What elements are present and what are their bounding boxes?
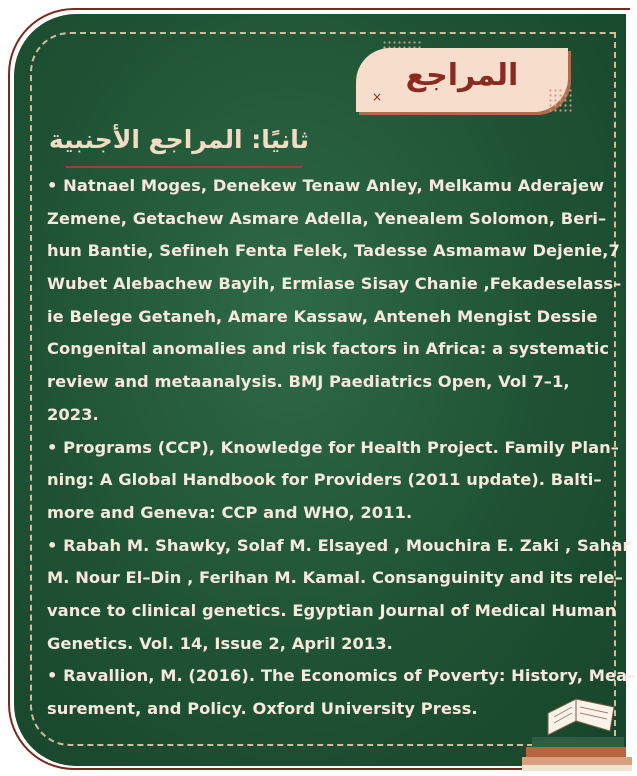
reference-line: Congenital anomalies and risk factors in Africa: a systematic bbox=[47, 339, 610, 359]
reference-line: ning: A Global Handbook for Providers (2011 update). Balti– bbox=[47, 470, 602, 490]
heading-underline bbox=[66, 166, 302, 168]
reference-line: surement, and Policy. Oxford University Press. bbox=[47, 699, 478, 718]
reference-line: Zemene, Getachew Asmare Adella, Yenealem Solomon, Beri– bbox=[47, 208, 607, 228]
reference-item bbox=[47, 530, 631, 661]
reference-line: hun Bantie, Sefineh Fenta Felek, Tadesse Asmamaw Dejenie,7 bbox=[47, 241, 620, 261]
reference-line: 2023. bbox=[47, 404, 99, 424]
open-book-icon bbox=[518, 685, 636, 775]
reference-line: • Rabah M. Shawky, Solaf M. Elsayed , Mouchira E. Zaki , Sahar bbox=[47, 535, 631, 555]
reference-line: Genetics. Vol. 14, Issue 2, April 2013. bbox=[47, 633, 393, 653]
dot-pattern-decoration bbox=[548, 88, 574, 114]
section-heading: ثانيًا: المراجع الأجنبية bbox=[48, 125, 309, 154]
title-tag bbox=[356, 48, 568, 112]
reference-line: Wubet Alebachew Bayih, Ermiase Sisay Chanie ,Fekadeselass– bbox=[47, 274, 622, 294]
reference-line: • Programs (CCP), Knowledge for Health Project. Family Plan– bbox=[47, 437, 619, 457]
page-title: المراجع bbox=[405, 58, 519, 93]
reference-item bbox=[47, 432, 619, 530]
reference-list bbox=[47, 170, 636, 726]
reference-line: review and metaanalysis. BMJ Paediatrics Open, Vol 7–1, bbox=[47, 372, 570, 392]
reference-line: • Natnael Moges, Denekew Tenaw Anley, Melkamu Aderajew bbox=[47, 176, 605, 195]
reference-line: M. Nour El–Din , Ferihan M. Kamal. Consanguinity and its rele– bbox=[47, 568, 623, 588]
reference-line: • Ravallion, M. (2016). The Economics of Poverty: History, Mea– bbox=[47, 666, 636, 686]
x-mark-icon: × bbox=[372, 90, 383, 104]
reference-line: vance to clinical genetics. Egyptian Journal of Medical Human bbox=[47, 600, 617, 620]
reference-line: more and Geneva: CCP and WHO, 2011. bbox=[47, 502, 413, 522]
reference-line: ie Belege Getaneh, Amare Kassaw, Anteneh Mengist Dessie bbox=[47, 306, 598, 326]
reference-item bbox=[47, 170, 622, 432]
